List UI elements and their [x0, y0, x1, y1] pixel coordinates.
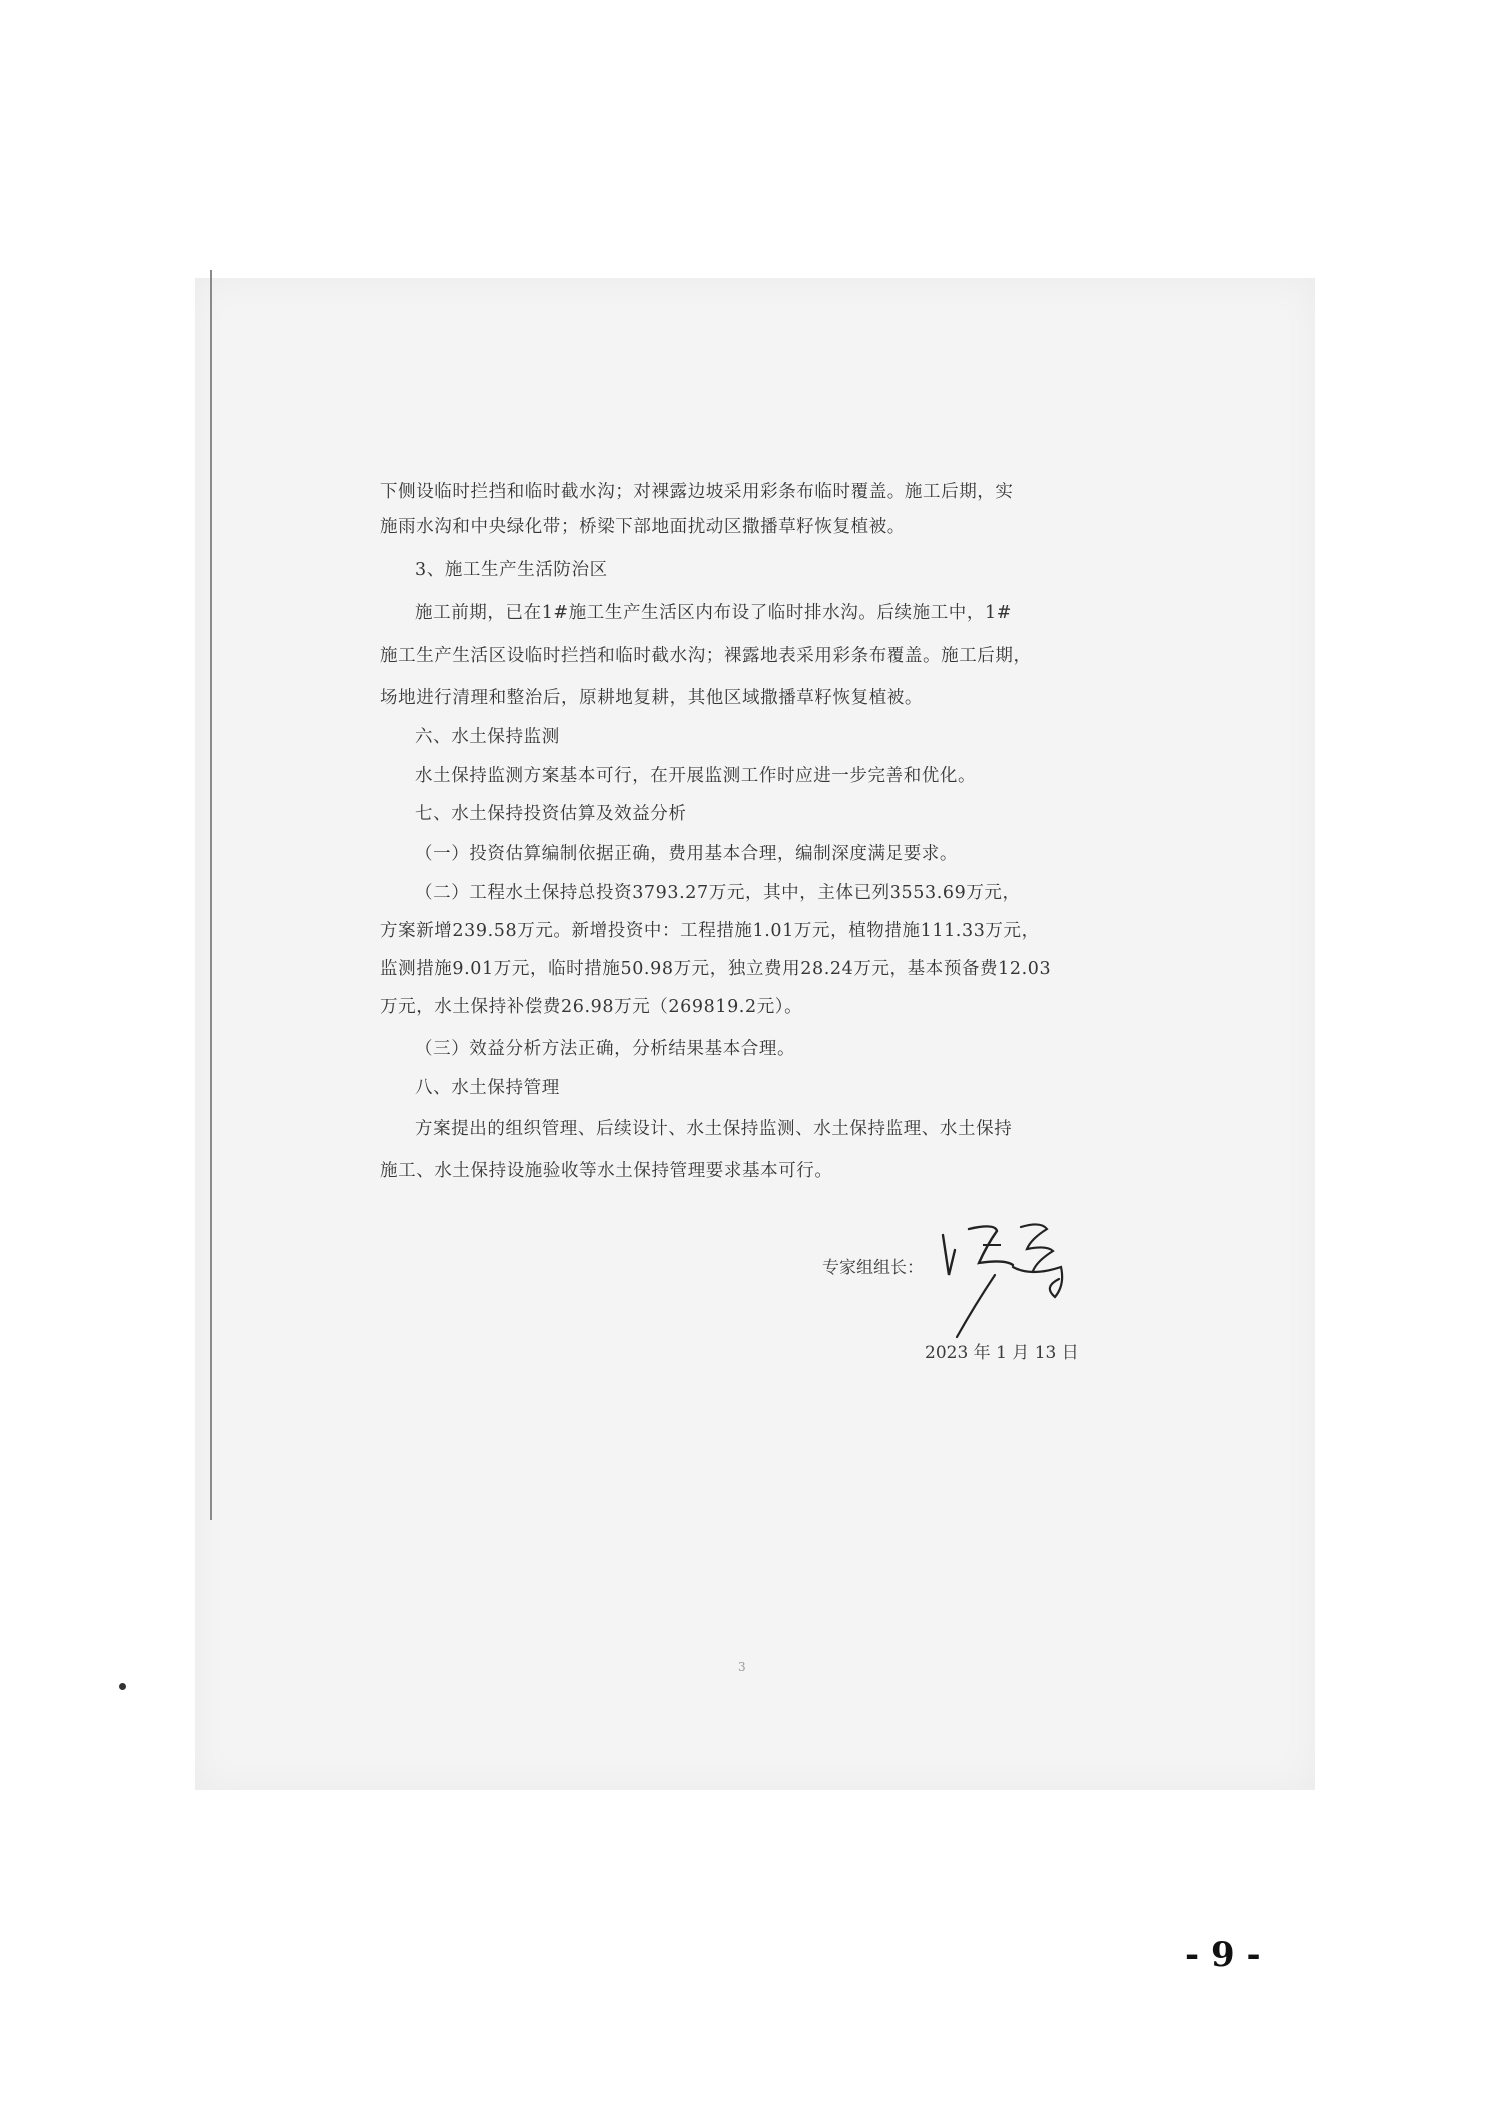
section-heading: 七、水土保持投资估算及效益分析	[415, 804, 687, 824]
text-line: 施工生产生活区设临时拦挡和临时截水沟；裸露地表采用彩条布覆盖。施工后期，	[380, 646, 1032, 666]
text-line: 万元，水土保持补偿费26.98万元（269819.2元）。	[380, 997, 803, 1017]
scan-dot-mark	[119, 1683, 126, 1690]
text-line: （一）投资估算编制依据正确，费用基本合理，编制深度满足要求。	[415, 844, 958, 864]
handwritten-signature	[935, 1205, 1105, 1345]
text-line: 方案提出的组织管理、后续设计、水土保持监测、水土保持监理、水土保持	[415, 1119, 1013, 1139]
section-heading: 3、施工生产生活防治区	[415, 560, 608, 580]
section-heading: 八、水土保持管理	[415, 1078, 560, 1098]
text-line: （三）效益分析方法正确，分析结果基本合理。	[415, 1039, 796, 1059]
text-line: 监测措施9.01万元，临时措施50.98万元，独立费用28.24万元，基本预备费12.03	[380, 959, 1052, 979]
scan-page-marker: 3	[738, 1660, 746, 1674]
text-line: 水土保持监测方案基本可行，在开展监测工作时应进一步完善和优化。	[415, 766, 977, 786]
signature-label: 专家组组长：	[822, 1258, 924, 1278]
text-line: 施工、水土保持设施验收等水土保持管理要求基本可行。	[380, 1161, 833, 1181]
text-line: 场地进行清理和整治后，原耕地复耕，其他区域撒播草籽恢复植被。	[380, 688, 923, 708]
section-heading: 六、水土保持监测	[415, 727, 560, 747]
text-line: 施工前期，已在1#施工生产生活区内布设了临时排水沟。后续施工中，1#	[415, 603, 1012, 623]
text-line: （二）工程水土保持总投资3793.27万元，其中，主体已列3553.69万元，	[415, 883, 1021, 903]
page-number: - 9 -	[1185, 1935, 1261, 1975]
text-line: 下侧设临时拦挡和临时截水沟；对裸露边坡采用彩条布临时覆盖。施工后期，实	[380, 482, 1014, 502]
signature-date: 2023 年 1 月 13 日	[925, 1343, 1079, 1363]
text-line: 方案新增239.58万元。新增投资中：工程措施1.01万元，植物措施111.33万元，	[380, 921, 1040, 941]
text-line: 施雨水沟和中央绿化带；桥梁下部地面扰动区撒播草籽恢复植被。	[380, 517, 905, 537]
